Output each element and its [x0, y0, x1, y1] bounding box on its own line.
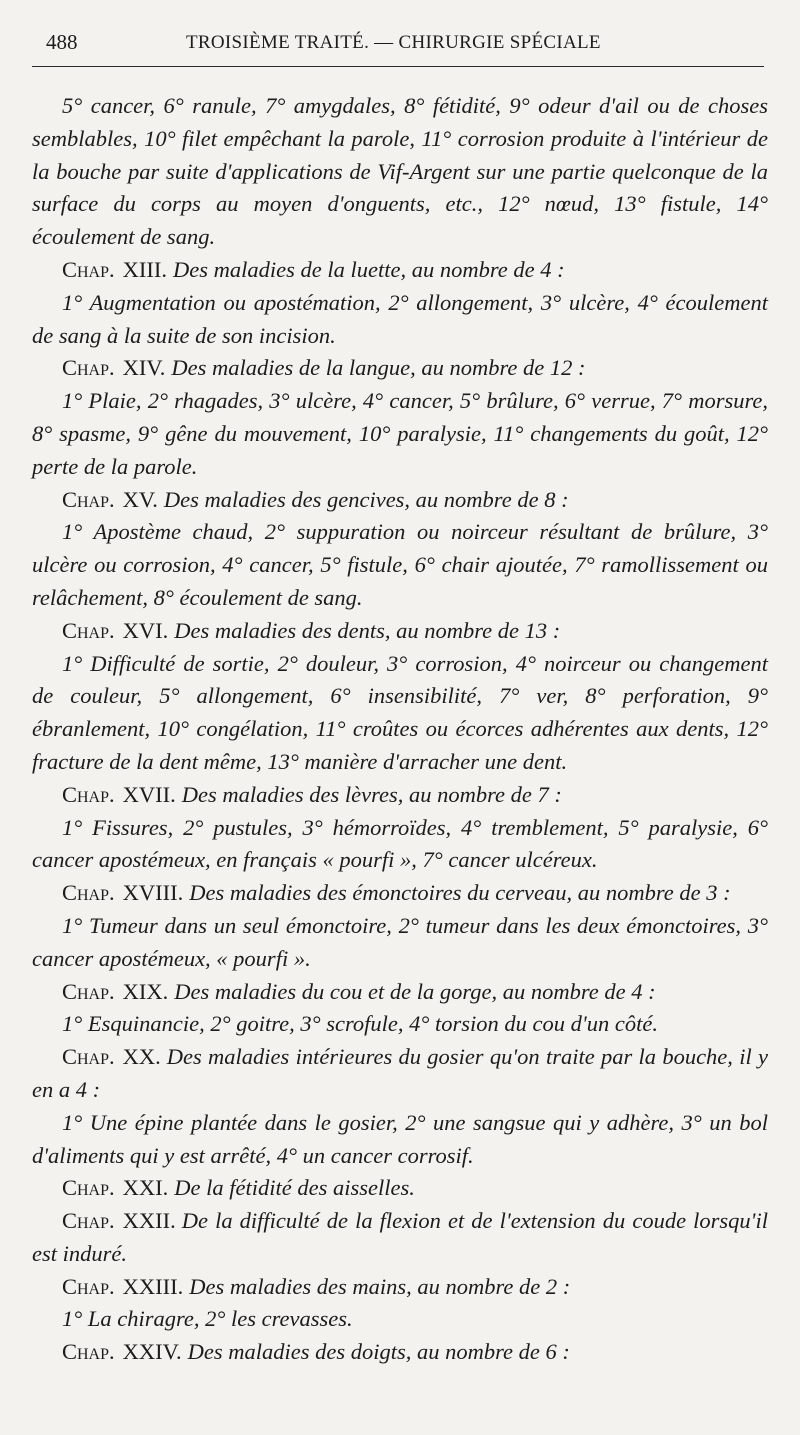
- chapter-label: Chap.: [62, 486, 115, 512]
- chapter-label: Chap.: [62, 978, 115, 1004]
- list-paragraph: [32, 1008, 768, 1041]
- chapter-title: Des maladies des dents, au nombre de 13 :: [174, 617, 561, 643]
- header-rule: [32, 66, 764, 67]
- chapter-label: Chap.: [62, 1273, 115, 1299]
- chapter-label: Chap.: [62, 880, 115, 906]
- chapter-label: Chap.: [62, 355, 115, 381]
- chapter-title: Des maladies des lèvres, au nombre de 7 :: [181, 781, 562, 807]
- chapter-number: XXIII.: [122, 1273, 184, 1299]
- chapter-number: XIV.: [122, 355, 166, 381]
- chapter-number: XIII.: [122, 256, 167, 282]
- chapter-title: Des maladies du cou et de la gorge, au nombre de 4 :: [174, 978, 656, 1004]
- page-number: 488: [46, 30, 78, 54]
- chapter-label: Chap.: [62, 1175, 115, 1201]
- chapter-heading: [32, 1172, 768, 1205]
- chapter-heading: [32, 254, 768, 287]
- running-head: [46, 30, 756, 56]
- running-title: TROISIÈME TRAITÉ. — CHIRURGIE SPÉCIALE: [186, 32, 601, 53]
- chapter-heading: [32, 615, 768, 648]
- chapter-number: XX.: [122, 1044, 161, 1070]
- chapter-label: Chap.: [62, 1339, 115, 1365]
- chapter-heading: [32, 1041, 768, 1107]
- chapter-heading: [32, 1336, 768, 1369]
- chapter-number: XV.: [122, 486, 158, 512]
- chapter-title: De la fétidité des aisselles.: [174, 1175, 415, 1201]
- paragraph-text: 1° Fissures, 2° pustules, 3° hémorroïdes, 4° tremblement, 5° paralysie, 6° cancer apostémeux, en français « pourfi », 7° cancer ulcéreux.: [32, 814, 768, 873]
- paragraph-text: 1° Augmentation ou apostémation, 2° allongement, 3° ulcère, 4° écoulement de sang à la suite de son incision.: [32, 289, 768, 348]
- paragraph-text: 1° La chiragre, 2° les crevasses.: [62, 1306, 353, 1332]
- chapter-heading: [32, 877, 768, 910]
- list-paragraph: [32, 1107, 768, 1173]
- chapter-label: Chap.: [62, 617, 115, 643]
- paragraph-text: 1° Difficulté de sortie, 2° douleur, 3° corrosion, 4° noirceur ou changement de couleur, 5° allongement, 6° insensibilité, 7° ver, 8° perforation, 9° ébranlement, 10° congélation, 11° croûtes ou écorces adhérentes aux dents, 12° fracture de la dent même, 13° manière d'arracher une dent.: [32, 650, 768, 774]
- chapter-title: Des maladies des émonctoires du cerveau, au nombre de 3 :: [189, 880, 731, 906]
- chapter-heading: [32, 1205, 768, 1271]
- chapter-label: Chap.: [62, 256, 115, 282]
- chapter-number: XIX.: [122, 978, 169, 1004]
- chapter-title: Des maladies de la langue, au nombre de 12 :: [171, 355, 586, 381]
- chapter-heading: [32, 352, 768, 385]
- chapter-title: Des maladies des mains, au nombre de 2 :: [189, 1273, 571, 1299]
- chapter-heading: [32, 484, 768, 517]
- chapter-heading: [32, 779, 768, 812]
- list-paragraph: [32, 812, 768, 878]
- list-paragraph: [32, 287, 768, 353]
- chapter-title: Des maladies des doigts, au nombre de 6 :: [187, 1339, 570, 1365]
- paragraph-text: 1° Plaie, 2° rhagades, 3° ulcère, 4° cancer, 5° brûlure, 6° verrue, 7° morsure, 8° spasme, 9° gêne du mouvement, 10° paralysie, 11° changements du goût, 12° perte de la parole.: [32, 388, 768, 479]
- chapter-title: Des maladies de la luette, au nombre de 4 :: [173, 256, 565, 282]
- chapter-number: XVIII.: [122, 880, 184, 906]
- paragraph-text: 1° Esquinancie, 2° goitre, 3° scrofule, 4° torsion du cou d'un côté.: [62, 1011, 658, 1037]
- paragraph-text: 1° Une épine plantée dans le gosier, 2° une sangsue qui y adhère, 3° un bol d'aliments qui y est arrêté, 4° un cancer corrosif.: [32, 1109, 768, 1168]
- paragraph-text: 1° Apostème chaud, 2° suppuration ou noirceur résultant de brûlure, 3° ulcère ou corrosion, 4° cancer, 5° fistule, 6° chair ajoutée, 7° ramollissement ou relâchement, 8° écoulement de sang.: [32, 519, 768, 610]
- chapter-title: Des maladies intérieures du gosier qu'on traite par la bouche, il y en a 4 :: [32, 1044, 768, 1102]
- list-paragraph: [32, 516, 768, 614]
- chapter-number: XXII.: [122, 1208, 176, 1234]
- chapter-heading: [32, 1271, 768, 1304]
- paragraph-text: 5° cancer, 6° ranule, 7° amygdales, 8° fétidité, 9° odeur d'ail ou de choses semblables, 10° filet empêchant la parole, 11° corrosion produite à l'intérieur de la bouche par suite d'applications de Vif-Argent sur une partie quelconque de la surface du corps au moyen d'onguents, etc., 12° nœud, 13° fistule, 14° écoulement de sang.: [32, 93, 768, 250]
- chapter-number: XVI.: [122, 617, 169, 643]
- chapter-number: XXIV.: [122, 1339, 182, 1365]
- chapter-label: Chap.: [62, 781, 115, 807]
- list-paragraph: [32, 910, 768, 976]
- list-paragraph: [32, 385, 768, 483]
- chapter-label: Chap.: [62, 1208, 115, 1234]
- list-paragraph: [32, 1303, 768, 1336]
- paragraph-text: 1° Tumeur dans un seul émonctoire, 2° tumeur dans les deux émonctoires, 3° cancer apostémeux, « pourfi ».: [32, 912, 768, 971]
- chapter-number: XXI.: [122, 1175, 169, 1201]
- list-paragraph: [32, 648, 768, 779]
- list-paragraph: [32, 90, 768, 254]
- body-text: [32, 90, 768, 1369]
- chapter-number: XVII.: [122, 781, 176, 807]
- chapter-title: De la difficulté de la flexion et de l'extension du coude lorsqu'il est induré.: [32, 1208, 768, 1266]
- chapter-heading: [32, 976, 768, 1009]
- chapter-title: Des maladies des gencives, au nombre de 8 :: [163, 486, 569, 512]
- chapter-label: Chap.: [62, 1044, 115, 1070]
